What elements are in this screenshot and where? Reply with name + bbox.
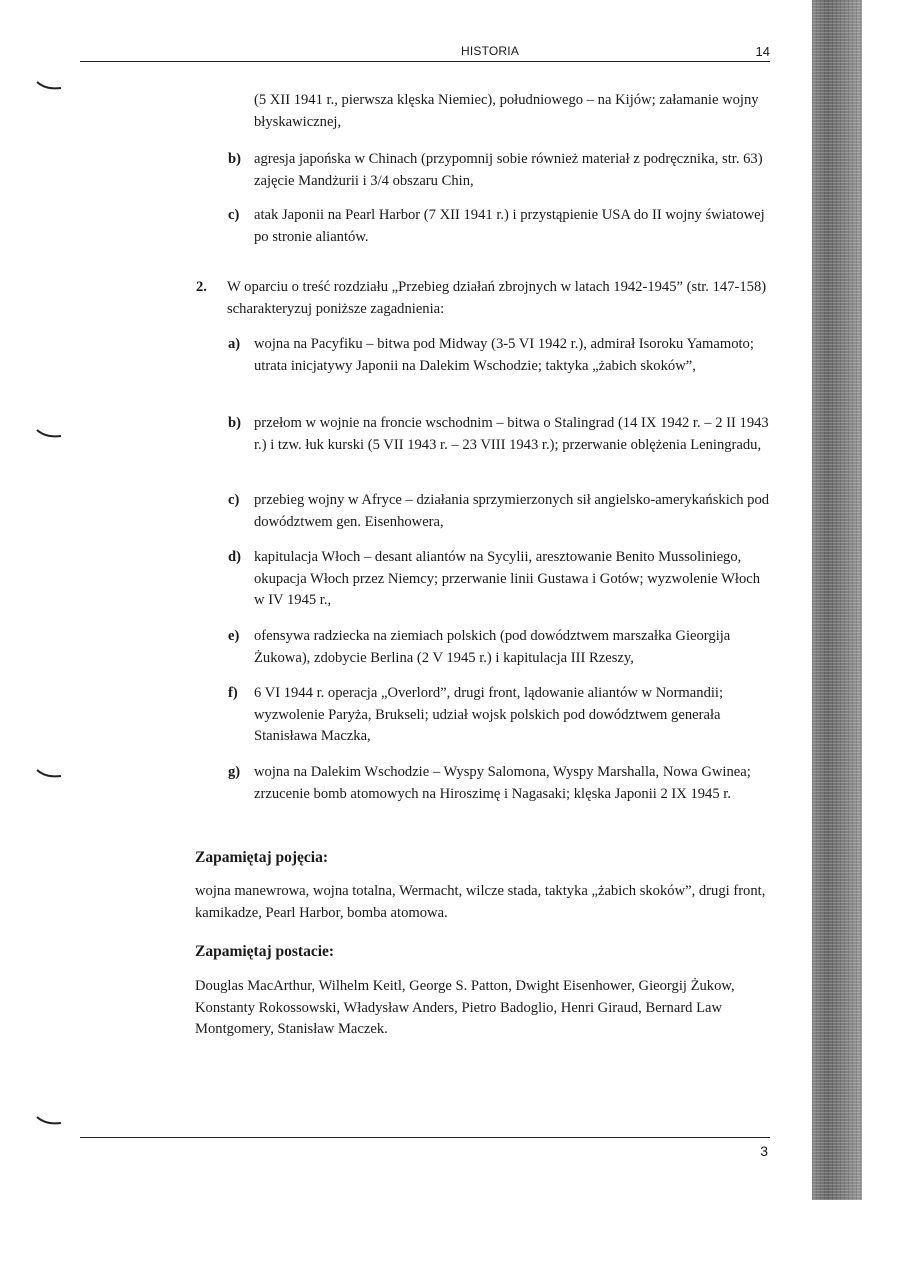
list-item: kapitulacja Włoch – desant aliantów na Sycylii, aresztowanie Benito Mussoliniego, okupacja Włoch przez Niemcy; przerwanie linii Gustawa i Gotów; wyzwolenie Włoch w IV 1945 r., — [254, 549, 761, 608]
list-item: wojna na Pacyfiku – bitwa pod Midway (3-5 VI 1942 r.), admirał Isoroku Yamamoto; utrata inicjatywy Japonii na Dalekim Wschodzie; taktyka „żabich skoków”, — [254, 336, 754, 374]
list-item: przełom w wojnie na froncie wschodnim – bitwa o Stalingrad (14 IX 1942 r. – 2 II 1943 r.) i tzw. łuk kurski (5 VII 1943 r. – 23 VIII 1943 r.); przerwanie oblężenia Leningradu, — [254, 415, 769, 453]
item-label: e) — [228, 628, 240, 644]
item-label: b) — [228, 415, 241, 431]
list-item: atak Japonii na Pearl Harbor (7 XII 1941 r.) i przystąpienie USA do II wojny światowej po stronie aliantów. — [254, 207, 765, 245]
people-text: Douglas MacArthur, Wilhelm Keitl, George S. Patton, Dwight Eisenhower, Gieorgij Żukow, Konstanty Rokossowski, Władysław Anders, Pietro Badoglio, Henri Giraud, Bernard Law Montgomery, Stanisław Maczek. — [195, 978, 735, 1037]
list-item: agresja japońska w Chinach (przypomnij sobie również materiał z podręcznika, str. 63) zajęcie Mandżurii i 3/4 obszaru Chin, — [254, 151, 763, 189]
task-intro: W oparciu o treść rozdziału „Przebieg działań zbrojnych w latach 1942-1945” (str. 147-158) scharakteryzuj poniższe zagadnienia: — [227, 279, 767, 317]
list-item: wojna na Dalekim Wschodzie – Wyspy Salomona, Wyspy Marshalla, Nowa Gwinea; zrzucenie bomb atomowych na Hiroszimę i Nagasaki; klęska Japonii 2 IX 1945 r. — [254, 764, 751, 802]
binder-hole-mark-icon — [36, 428, 62, 440]
scanner-edge-strip — [812, 0, 862, 1200]
item-label: c) — [228, 207, 240, 223]
list-item: przebieg wojny w Afryce – działania sprzymierzonych sił angielsko-amerykańskich pod dowództwem gen. Eisenhowera, — [254, 492, 770, 530]
item-label: c) — [228, 492, 240, 508]
task-number: 2. — [196, 279, 207, 295]
binder-hole-mark-icon — [36, 1115, 62, 1127]
item-label: a) — [228, 336, 241, 352]
terms-heading: Zapamiętaj pojęcia: — [195, 849, 329, 866]
header-rule — [80, 61, 770, 62]
item-label: f) — [228, 685, 238, 701]
list-item: 6 VI 1944 r. operacja „Overlord”, drugi front, lądowanie aliantów w Normandii; wyzwolenie Paryża, Brukseli; udział wojsk polskich pod dowództwem generała Stanisława Maczka, — [254, 685, 724, 744]
footer-page-number: 3 — [760, 1143, 768, 1159]
continuation-text: (5 XII 1941 r., pierwsza klęska Niemiec), południowego – na Kijów; załamanie wojny błyskawicznej, — [254, 92, 759, 130]
item-label: d) — [228, 549, 241, 565]
footer-rule — [80, 1137, 770, 1138]
binder-hole-mark-icon — [36, 768, 62, 780]
binder-hole-mark-icon — [36, 80, 62, 92]
terms-text: wojna manewrowa, wojna totalna, Wermacht, wilcze stada, taktyka „żabich skoków”, drugi front, kamikadze, Pearl Harbor, bomba atomowa. — [195, 883, 766, 921]
people-heading: Zapamiętaj postacie: — [195, 943, 335, 960]
item-label: b) — [228, 151, 241, 167]
list-item: ofensywa radziecka na ziemiach polskich (pod dowództwem marszałka Gieorgija Żukowa), zdobycie Berlina (2 V 1945 r.) i kapitulacja III Rzeszy, — [254, 628, 731, 666]
item-label: g) — [228, 764, 241, 780]
header-title: HISTORIA — [460, 44, 520, 58]
header-page-number: 14 — [755, 44, 770, 59]
